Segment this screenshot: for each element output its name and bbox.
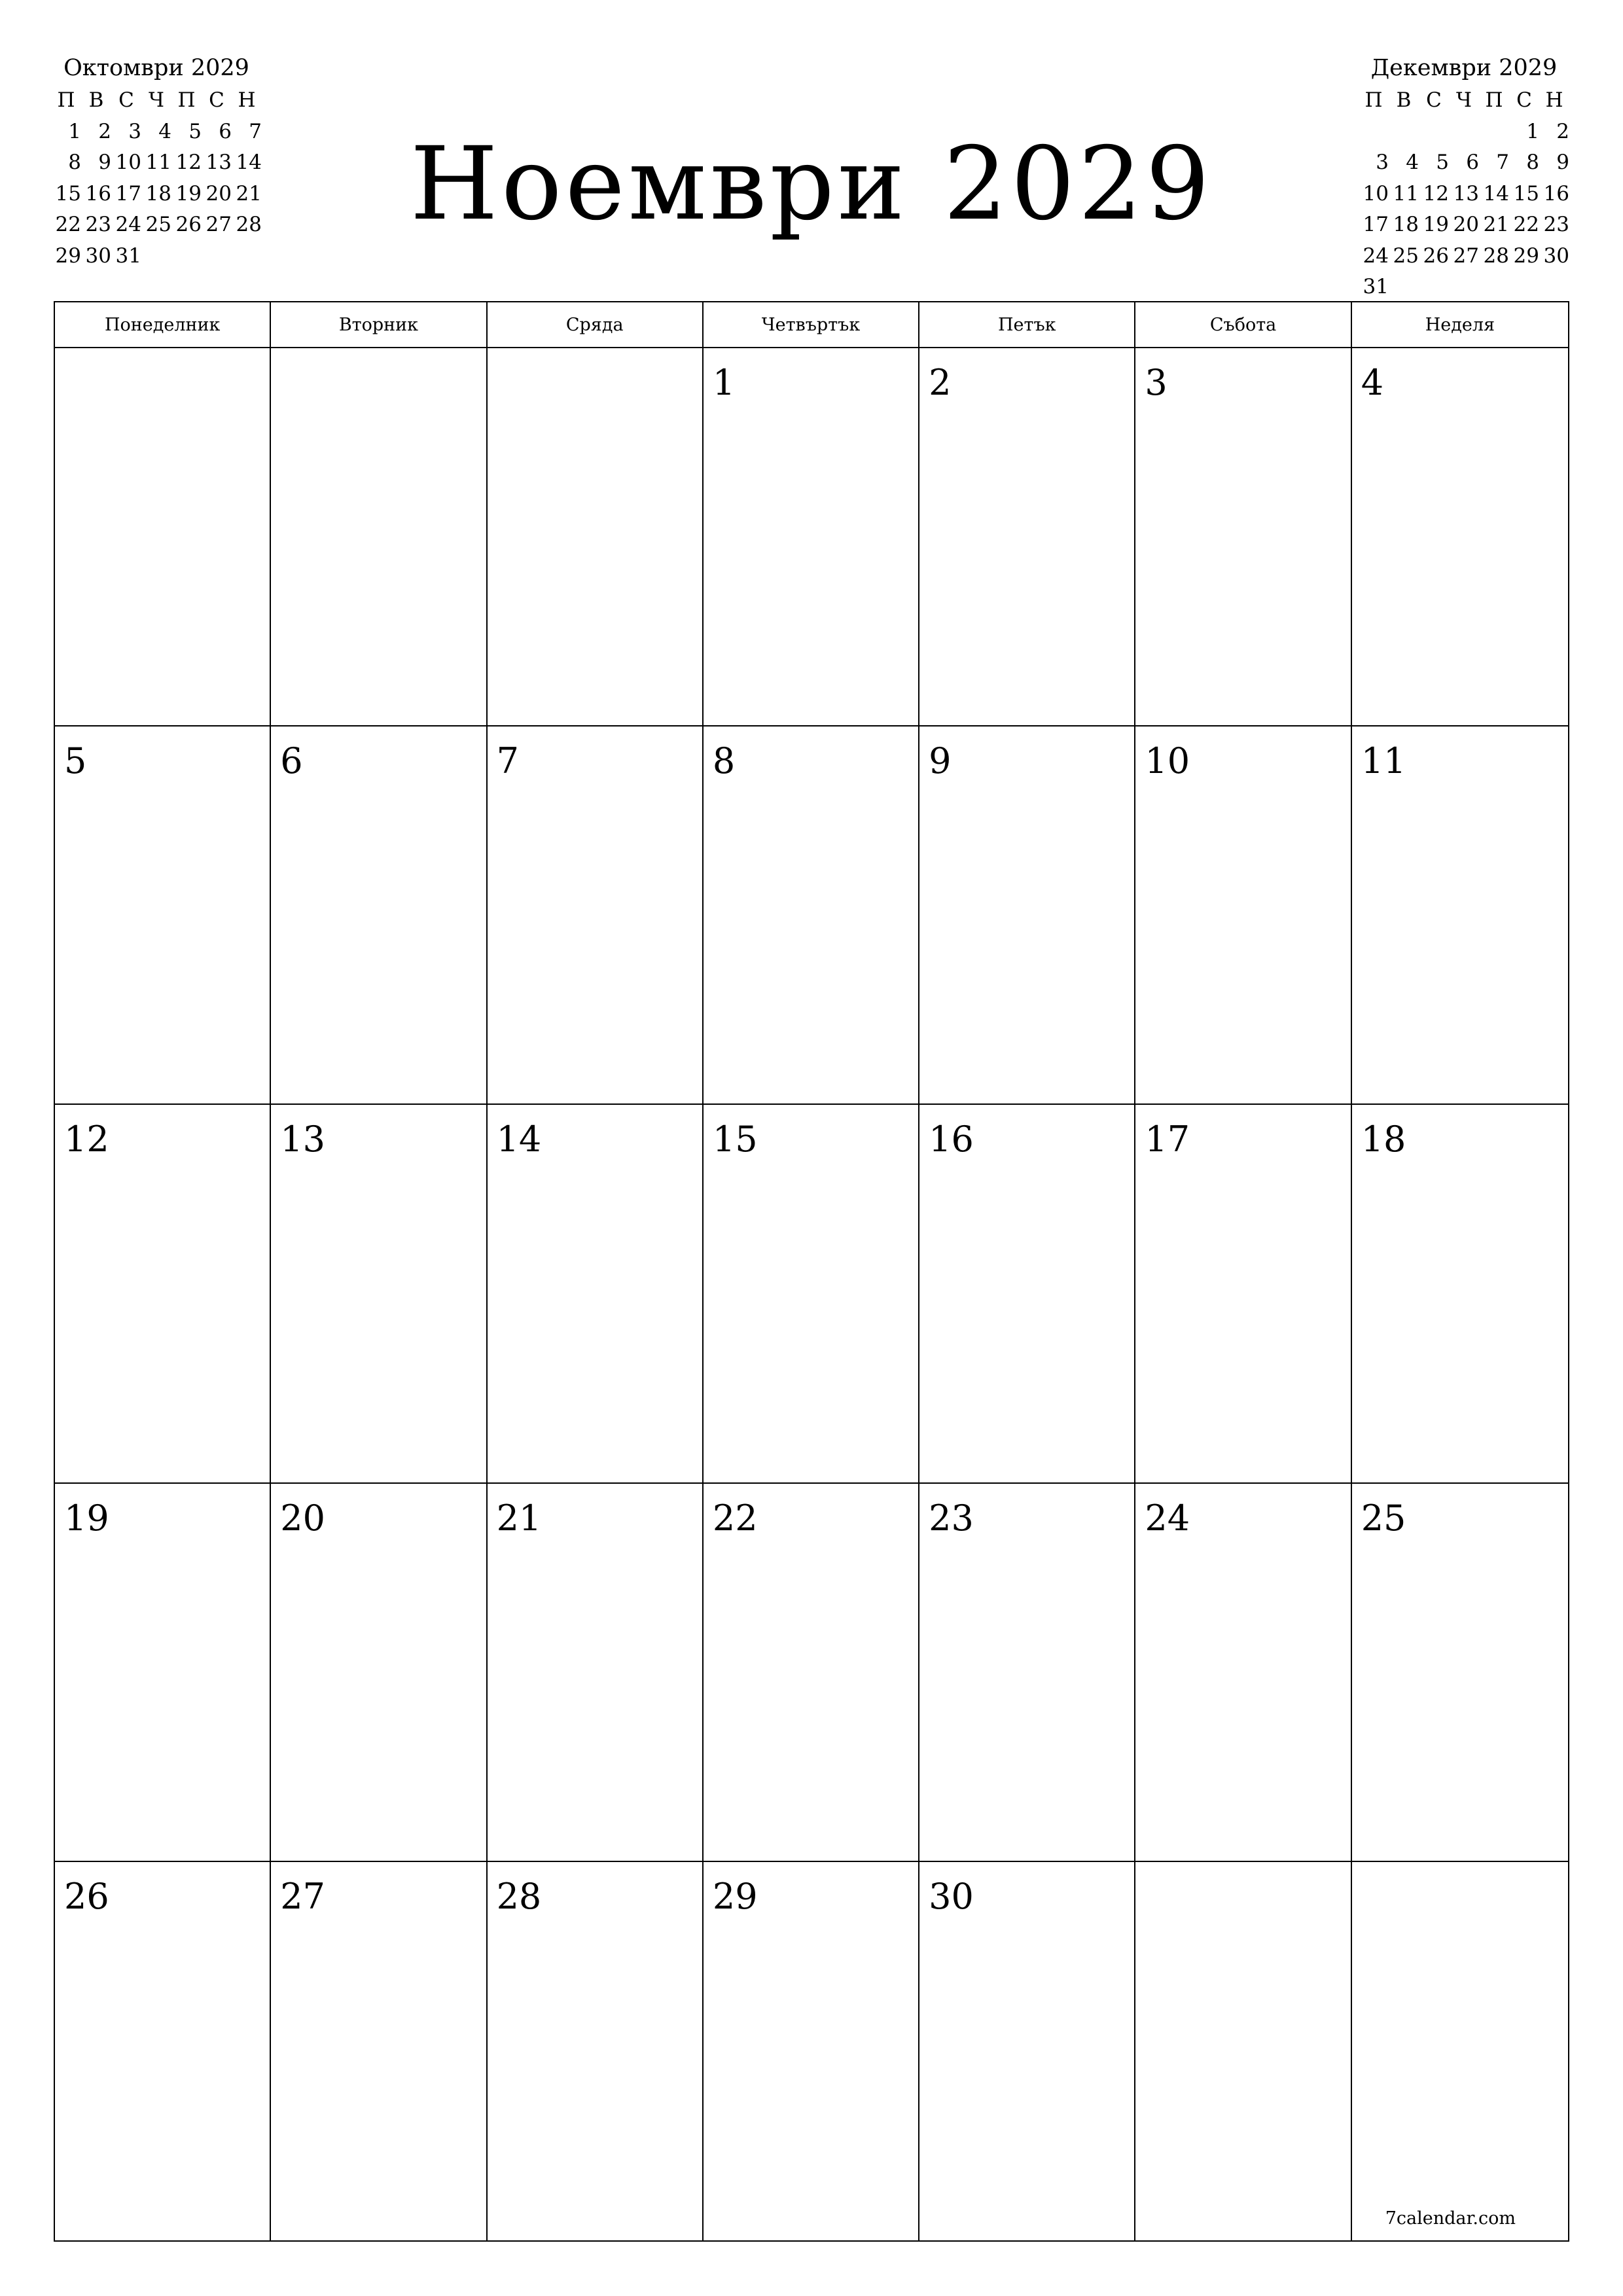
day-cell: [704, 348, 919, 726]
mini-day: [1449, 272, 1479, 303]
day-cell: [1352, 1862, 1568, 2240]
day-cell: [488, 1484, 704, 1862]
mini-day: 12: [175, 151, 202, 174]
weekday-header: Събота: [1135, 302, 1351, 348]
day-number: 10: [1145, 740, 1190, 782]
mini-day: 5: [1436, 151, 1449, 174]
mini-calendar-grid: [51, 85, 262, 272]
day-number: 4: [1361, 362, 1384, 403]
day-cell: [919, 348, 1135, 726]
day-cell: [1135, 1484, 1351, 1862]
day-cell: [271, 1484, 487, 1862]
mini-calendar-grid: [1359, 85, 1569, 303]
mini-day: 21: [1483, 213, 1509, 236]
mini-day: 20: [1453, 213, 1479, 236]
mini-day: 11: [145, 151, 171, 174]
mini-weekday: Ч: [1456, 88, 1472, 112]
mini-day: 14: [1483, 181, 1509, 206]
day-number: 28: [496, 1875, 542, 1917]
day-cell: [919, 1862, 1135, 2240]
mini-day: 28: [1483, 243, 1509, 268]
day-cell: [1135, 348, 1351, 726]
mini-day: 7: [249, 119, 262, 143]
day-number: 16: [929, 1119, 974, 1160]
day-number: 1: [712, 362, 736, 403]
day-cell: [271, 348, 487, 726]
day-number: 30: [929, 1875, 974, 1917]
day-cell: [488, 348, 704, 726]
mini-day: 15: [55, 181, 81, 206]
day-cell: [488, 1862, 704, 2240]
weekday-header: Сряда: [488, 302, 704, 348]
mini-day: 25: [1393, 243, 1419, 268]
mini-day: 24: [115, 213, 141, 236]
mini-weekday: В: [1396, 88, 1412, 112]
mini-day: 16: [1543, 181, 1569, 206]
mini-calendar-title: Декември 2029: [1370, 55, 1558, 81]
mini-day: [1419, 272, 1449, 303]
mini-day: 26: [175, 213, 202, 236]
mini-day: [141, 241, 171, 272]
month-grid: [54, 301, 1569, 2242]
mini-day: 3: [1376, 151, 1389, 174]
mini-calendar-title: Октомври 2029: [63, 55, 249, 81]
mini-day: 2: [1556, 119, 1569, 143]
day-number: 18: [1361, 1119, 1406, 1160]
mini-day: 8: [68, 151, 81, 174]
mini-day: 7: [1496, 151, 1509, 174]
mini-day: 26: [1423, 243, 1449, 268]
mini-day: 21: [236, 181, 262, 206]
mini-day: 5: [188, 119, 202, 143]
mini-weekday: Н: [1545, 88, 1563, 112]
mini-day: 2: [98, 119, 111, 143]
day-number: 20: [280, 1497, 325, 1539]
mini-day: [1389, 272, 1419, 303]
mini-day: [1539, 272, 1569, 303]
day-cell: [1135, 1862, 1351, 2240]
day-cell: [704, 1105, 919, 1483]
mini-day: [232, 241, 262, 272]
mini-day: 17: [115, 181, 141, 206]
mini-day: 19: [175, 181, 202, 206]
mini-day: 9: [1556, 151, 1569, 174]
day-number: 2: [929, 362, 952, 403]
day-number: 25: [1361, 1497, 1406, 1539]
mini-day: [1479, 272, 1509, 303]
mini-day: 31: [115, 243, 141, 268]
mini-weekday: С: [1426, 88, 1442, 112]
day-cell: [271, 1105, 487, 1483]
day-cell: [55, 1105, 271, 1483]
mini-day: 16: [85, 181, 111, 206]
mini-weekday: П: [57, 88, 75, 112]
mini-calendar-prev-month: [51, 51, 262, 272]
day-number: 9: [929, 740, 952, 782]
mini-day: 3: [128, 119, 141, 143]
day-cell: [55, 726, 271, 1105]
mini-day: 19: [1423, 213, 1449, 236]
mini-day: [1419, 117, 1449, 148]
mini-day: 6: [1466, 151, 1479, 174]
mini-day: 1: [1526, 119, 1539, 143]
mini-weekday: С: [118, 88, 134, 112]
mini-weekday: Н: [238, 88, 256, 112]
day-cell: [55, 1862, 271, 2240]
day-number: 8: [712, 740, 736, 782]
mini-weekday: П: [1485, 88, 1503, 112]
day-number: 24: [1145, 1497, 1190, 1539]
mini-day: 30: [1543, 243, 1569, 268]
mini-weekday: Ч: [149, 88, 164, 112]
mini-day: 28: [236, 213, 262, 236]
day-number: 22: [712, 1497, 758, 1539]
mini-day: 8: [1526, 151, 1539, 174]
day-cell: [1352, 1484, 1568, 1862]
mini-day: 18: [1393, 213, 1419, 236]
day-number: 19: [64, 1497, 109, 1539]
mini-day: 27: [205, 213, 232, 236]
mini-day: [1449, 117, 1479, 148]
day-cell: [704, 1862, 919, 2240]
day-cell: [1352, 348, 1568, 726]
day-cell: [1135, 1105, 1351, 1483]
mini-day: 23: [85, 213, 111, 236]
mini-day: 13: [205, 151, 232, 174]
mini-day: 20: [205, 181, 232, 206]
mini-day: 11: [1393, 181, 1419, 206]
mini-day: 29: [1513, 243, 1539, 268]
day-number: 27: [280, 1875, 325, 1917]
mini-day: 4: [158, 119, 171, 143]
mini-day: 22: [1513, 213, 1539, 236]
day-cell: [919, 1105, 1135, 1483]
mini-day: 24: [1363, 243, 1389, 268]
mini-day: 23: [1543, 213, 1569, 236]
mini-day: [1479, 117, 1509, 148]
day-number: 3: [1145, 362, 1168, 403]
mini-day: 13: [1453, 181, 1479, 206]
mini-day: 1: [68, 119, 81, 143]
mini-day: 27: [1453, 243, 1479, 268]
day-cell: [271, 726, 487, 1105]
mini-day: 9: [98, 151, 111, 174]
mini-day: 15: [1513, 181, 1539, 206]
mini-day: 25: [145, 213, 171, 236]
weekday-header: Понеделник: [55, 302, 271, 348]
day-number: 13: [280, 1119, 325, 1160]
weekday-header: Петък: [919, 302, 1135, 348]
day-cell: [488, 1105, 704, 1483]
day-number: 23: [929, 1497, 974, 1539]
day-cell: [55, 348, 271, 726]
mini-day: 22: [55, 213, 81, 236]
day-cell: [55, 1484, 271, 1862]
day-number: 11: [1361, 740, 1406, 782]
mini-weekday: П: [177, 88, 196, 112]
day-cell: [919, 726, 1135, 1105]
day-number: 26: [64, 1875, 109, 1917]
weekday-header: Неделя: [1352, 302, 1568, 348]
mini-day: [1509, 272, 1539, 303]
mini-day: 31: [1363, 275, 1389, 298]
day-number: 12: [64, 1119, 109, 1160]
day-cell: [1352, 1105, 1568, 1483]
mini-day: [1389, 117, 1419, 148]
day-number: 14: [496, 1119, 542, 1160]
weekday-header: Четвъртък: [704, 302, 919, 348]
day-number: 7: [496, 740, 519, 782]
day-number: 17: [1145, 1119, 1190, 1160]
mini-day: 14: [236, 151, 262, 174]
mini-weekday: С: [209, 88, 224, 112]
day-cell: [488, 726, 704, 1105]
mini-day: 4: [1406, 151, 1419, 174]
day-cell: [271, 1862, 487, 2240]
mini-weekday: С: [1516, 88, 1532, 112]
credit-link[interactable]: 7calendar.com: [1385, 2208, 1516, 2229]
mini-day: 17: [1363, 213, 1389, 236]
day-number: 6: [280, 740, 303, 782]
day-cell: [1352, 726, 1568, 1105]
mini-day: 10: [1363, 181, 1389, 206]
mini-weekday: П: [1364, 88, 1383, 112]
day-cell: [704, 726, 919, 1105]
mini-day: 30: [85, 243, 111, 268]
page-title: Ноември 2029: [410, 126, 1213, 243]
mini-day: 10: [115, 151, 141, 174]
mini-day: 18: [145, 181, 171, 206]
day-cell: [704, 1484, 919, 1862]
weekday-header: Вторник: [271, 302, 487, 348]
mini-weekday: В: [88, 88, 104, 112]
day-cell: [1135, 726, 1351, 1105]
mini-day: [202, 241, 232, 272]
day-cell: [919, 1484, 1135, 1862]
day-number: 5: [64, 740, 87, 782]
day-number: 15: [712, 1119, 758, 1160]
mini-calendar-next-month: [1359, 51, 1569, 303]
mini-day: 6: [219, 119, 232, 143]
mini-day: [171, 241, 202, 272]
day-number: 21: [496, 1497, 542, 1539]
mini-day: 29: [55, 243, 81, 268]
mini-day: [1359, 117, 1389, 148]
day-number: 29: [712, 1875, 758, 1917]
mini-day: 12: [1423, 181, 1449, 206]
